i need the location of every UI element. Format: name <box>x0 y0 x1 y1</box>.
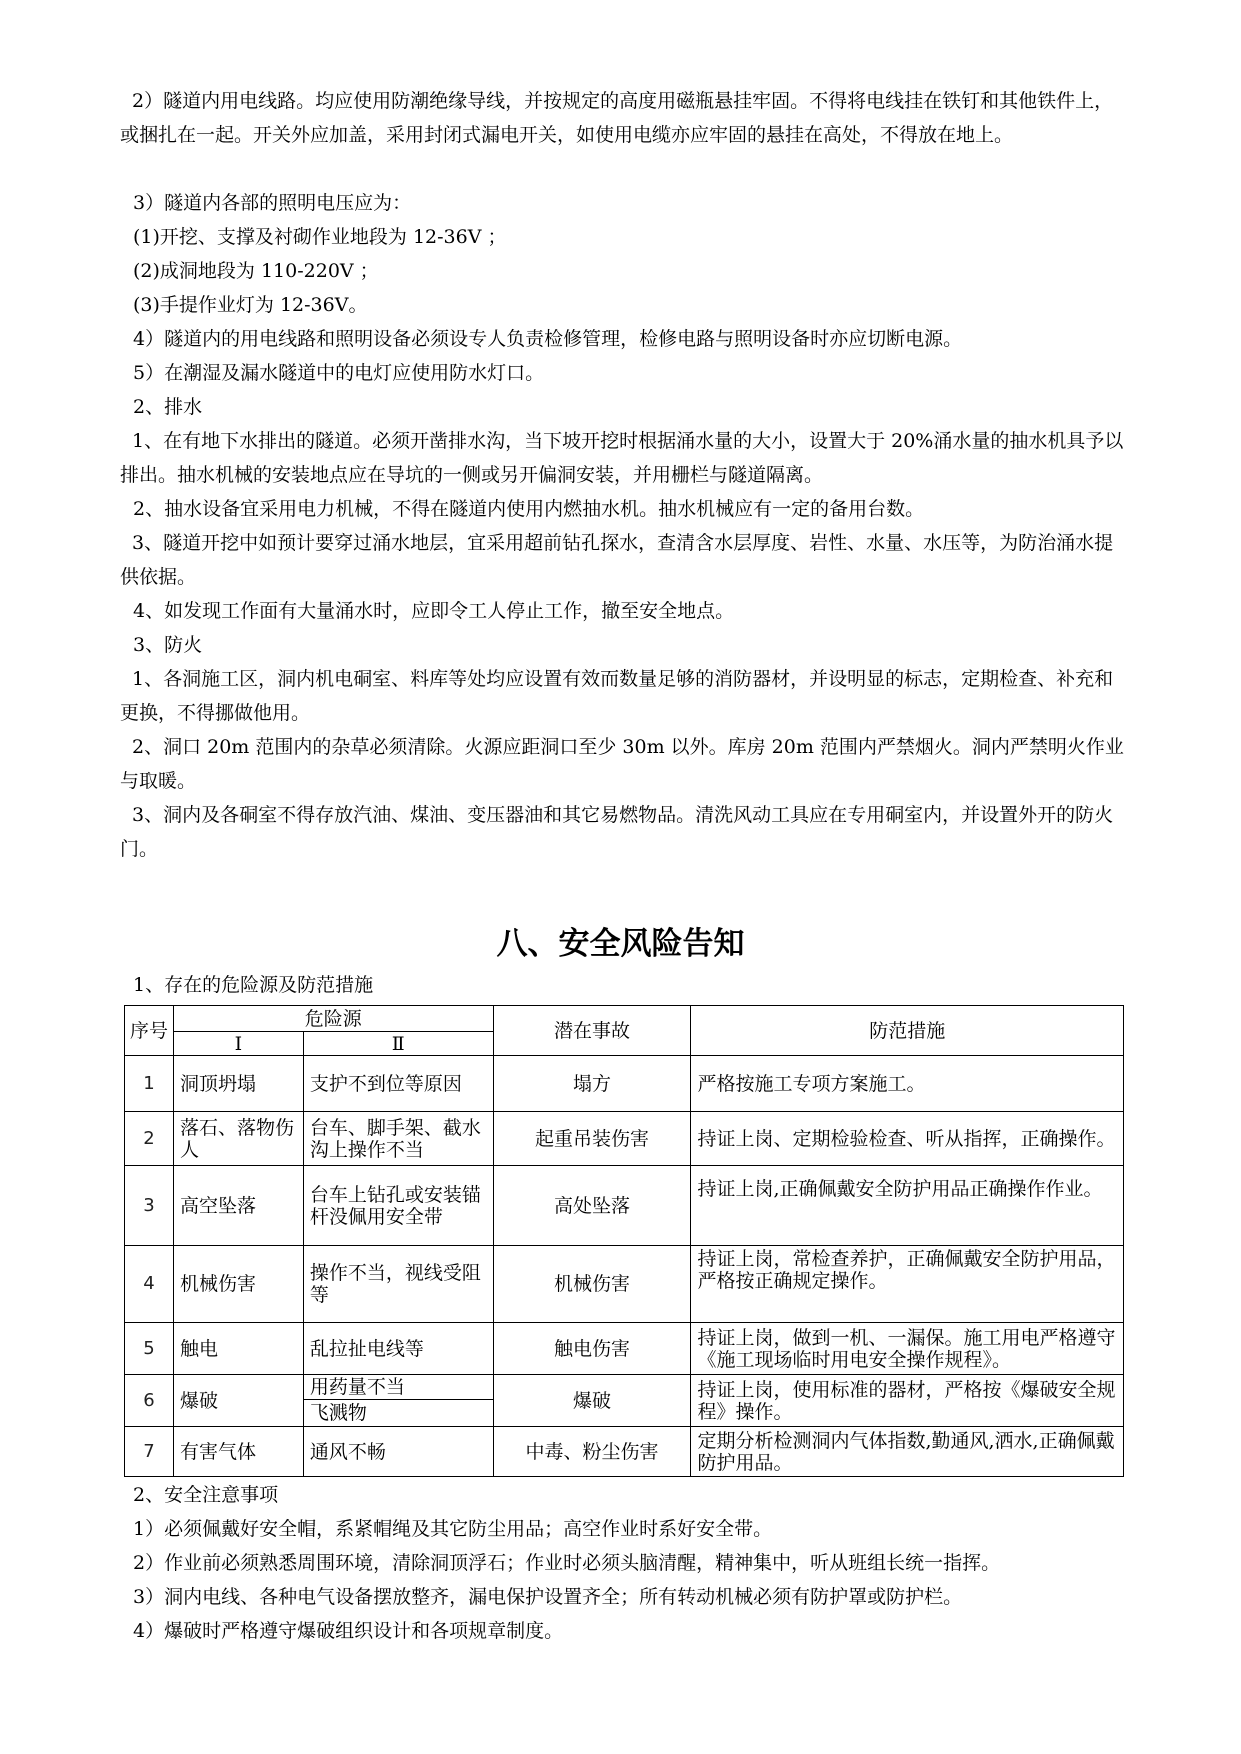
hazard-ii-cell: 台车、脚手架、截水沟上操作不当 <box>303 1112 493 1166</box>
paragraph-wiring: 2）隧道内用电线路。均应使用防潮绝缘导线，并按规定的高度用磁瓶悬挂牢固。不得将电线挂在铁钉和其他铁件上，或捆扎在一起。开关外应加盖，采用封闭式漏电开关，如使用电缆亦应牢固的悬挂在高处，不得放在地上。 <box>120 90 1114 146</box>
hazard-i-cell: 有害气体 <box>173 1427 303 1477</box>
hazard-i-cell: 落石、落物伤人 <box>173 1112 303 1166</box>
hazard-table <box>124 1005 1124 1477</box>
accident-cell: 触电伤害 <box>493 1323 691 1375</box>
measure-cell: 持证上岗，使用标准的器材，严格按《爆破安全规程》操作。 <box>691 1375 1124 1427</box>
accident-cell: 高处坠落 <box>493 1166 691 1246</box>
hazard-i-cell: 爆破 <box>173 1375 303 1427</box>
heading-fire-prevention: 3、防火 <box>133 634 203 656</box>
accident-cell: 中毒、粉尘伤害 <box>493 1427 691 1477</box>
table-row <box>125 1056 1124 1112</box>
table-row <box>125 1323 1124 1375</box>
header-accident: 潜在事故 <box>493 1006 691 1056</box>
paragraph-maintenance: 4）隧道内的用电线路和照明设备必须设专人负责检修管理，检修电路与照明设备时亦应切断电源。 <box>133 328 963 350</box>
drainage-item-3: 3、隧道开挖中如预计要穿过涌水地层，宜采用超前钻孔探水，查清含水层厚度、岩性、水量、水压等，为防治涌水提供依据。 <box>120 532 1114 588</box>
measure-cell: 定期分析检测洞内气体指数,勤通风,洒水,正确佩戴防护用品。 <box>691 1427 1124 1477</box>
hazard-ii-cell: 台车上钻孔或安装锚杆没佩用安全带 <box>303 1166 493 1246</box>
hazard-i-cell: 机械伤害 <box>173 1246 303 1323</box>
hazard-i-cell: 触电 <box>173 1323 303 1375</box>
heading-drainage: 2、排水 <box>133 396 203 418</box>
header-seq: 序号 <box>125 1006 174 1056</box>
header-hazard-i: Ⅰ <box>173 1032 303 1056</box>
table-row <box>125 1427 1124 1477</box>
table-row <box>125 1112 1124 1166</box>
accident-cell: 起重吊装伤害 <box>493 1112 691 1166</box>
accident-cell: 塌方 <box>493 1056 691 1112</box>
fire-item-1: 1、各洞施工区，洞内机电硐室、料库等处均应设置有效而数量足够的消防器材，并设明显的标志，定期检查、补充和更换，不得挪做他用。 <box>120 668 1114 724</box>
hazard-ii-cell: 用药量不当 <box>303 1375 493 1400</box>
voltage-item-2: (2)成洞地段为 110-220V ； <box>133 260 379 282</box>
row-number: 2 <box>125 1112 174 1166</box>
drainage-item-1: 1、在有地下水排出的隧道。必须开凿排水沟，当下坡开挖时根据涌水量的大小，设置大于 20%涌水量的抽水机具予以排出。抽水机械的安装地点应在导坑的一侧或另开偏洞安装，并用栅栏与隧道隔离。 <box>120 430 1124 486</box>
measure-cell: 持证上岗、定期检验检查、听从指挥，正确操作。 <box>691 1112 1124 1166</box>
safety-note-3: 3）洞内电线、各种电气设备摆放整齐，漏电保护设置齐全；所有转动机械必须有防护罩或防护栏。 <box>133 1586 963 1608</box>
hazard-ii-cell: 操作不当，视线受阻等 <box>303 1246 493 1323</box>
row-number: 6 <box>125 1375 174 1427</box>
hazard-ii-cell: 乱拉扯电线等 <box>303 1323 493 1375</box>
accident-cell: 爆破 <box>493 1375 691 1427</box>
row-number: 7 <box>125 1427 174 1477</box>
table-row <box>125 1166 1124 1246</box>
safety-note-4: 4）爆破时严格遵守爆破组织设计和各项规章制度。 <box>133 1620 564 1642</box>
row-number: 5 <box>125 1323 174 1375</box>
drainage-item-2: 2、抽水设备宜采用电力机械，不得在隧道内使用内燃抽水机。抽水机械应有一定的备用台数。 <box>133 498 925 520</box>
measure-cell: 持证上岗,正确佩戴安全防护用品正确操作作业。 <box>691 1166 1124 1246</box>
hazard-subheading: 1、存在的危险源及防范措施 <box>133 974 374 996</box>
header-measure: 防范措施 <box>691 1006 1124 1056</box>
accident-cell: 机械伤害 <box>493 1246 691 1323</box>
drainage-item-4: 4、如发现工作面有大量涌水时，应即令工人停止工作，撤至安全地点。 <box>133 600 735 622</box>
measure-cell: 持证上岗，做到一机、一漏保。施工用电严格遵守《施工现场临时用电安全操作规程》。 <box>691 1323 1124 1375</box>
row-number: 4 <box>125 1246 174 1323</box>
fire-item-2: 2、洞口 20m 范围内的杂草必须清除。火源应距洞口至少 30m 以外。库房 20m 范围内严禁烟火。洞内严禁明火作业与取暖。 <box>120 736 1124 792</box>
section-title: 八、安全风险告知 <box>496 926 745 962</box>
hazard-i-cell: 高空坠落 <box>173 1166 303 1246</box>
measure-cell: 持证上岗，常检查养护，正确佩戴安全防护用品，严格按正确规定操作。 <box>691 1246 1124 1323</box>
hazard-ii-cell: 飞溅物 <box>303 1400 493 1427</box>
header-hazard-ii: Ⅱ <box>303 1032 493 1056</box>
hazard-i-cell: 洞顶坍塌 <box>173 1056 303 1112</box>
row-number: 3 <box>125 1166 174 1246</box>
paragraph-waterproof-lamp: 5）在潮湿及漏水隧道中的电灯应使用防水灯口。 <box>133 362 545 384</box>
paragraph-lighting-voltage: 3）隧道内各部的照明电压应为： <box>133 192 412 214</box>
fire-item-3: 3、洞内及各硐室不得存放汽油、煤油、变压器油和其它易燃物品。清洗风动工具应在专用硐室内，并设置外开的防火门。 <box>120 804 1114 860</box>
safety-note-1: 1）必须佩戴好安全帽，系紧帽绳及其它防尘用品；高空作业时系好安全带。 <box>133 1518 773 1540</box>
safety-notes-subheading: 2、安全注意事项 <box>133 1484 279 1506</box>
voltage-item-3: (3)手提作业灯为 12-36V。 <box>133 294 368 316</box>
hazard-ii-cell: 支护不到位等原因 <box>303 1056 493 1112</box>
table-row <box>125 1375 1124 1400</box>
table-row <box>125 1246 1124 1323</box>
hazard-ii-cell: 通风不畅 <box>303 1427 493 1477</box>
row-number: 1 <box>125 1056 174 1112</box>
header-hazard: 危险源 <box>173 1006 493 1032</box>
measure-cell: 严格按施工专项方案施工。 <box>691 1056 1124 1112</box>
voltage-item-1: (1)开挖、支撑及衬砌作业地段为 12-36V ； <box>133 226 507 248</box>
table-header-row <box>125 1006 1124 1032</box>
safety-note-2: 2）作业前必须熟悉周围环境，清除洞顶浮石；作业时必须头脑清醒，精神集中，听从班组长统一指挥。 <box>133 1552 1001 1574</box>
